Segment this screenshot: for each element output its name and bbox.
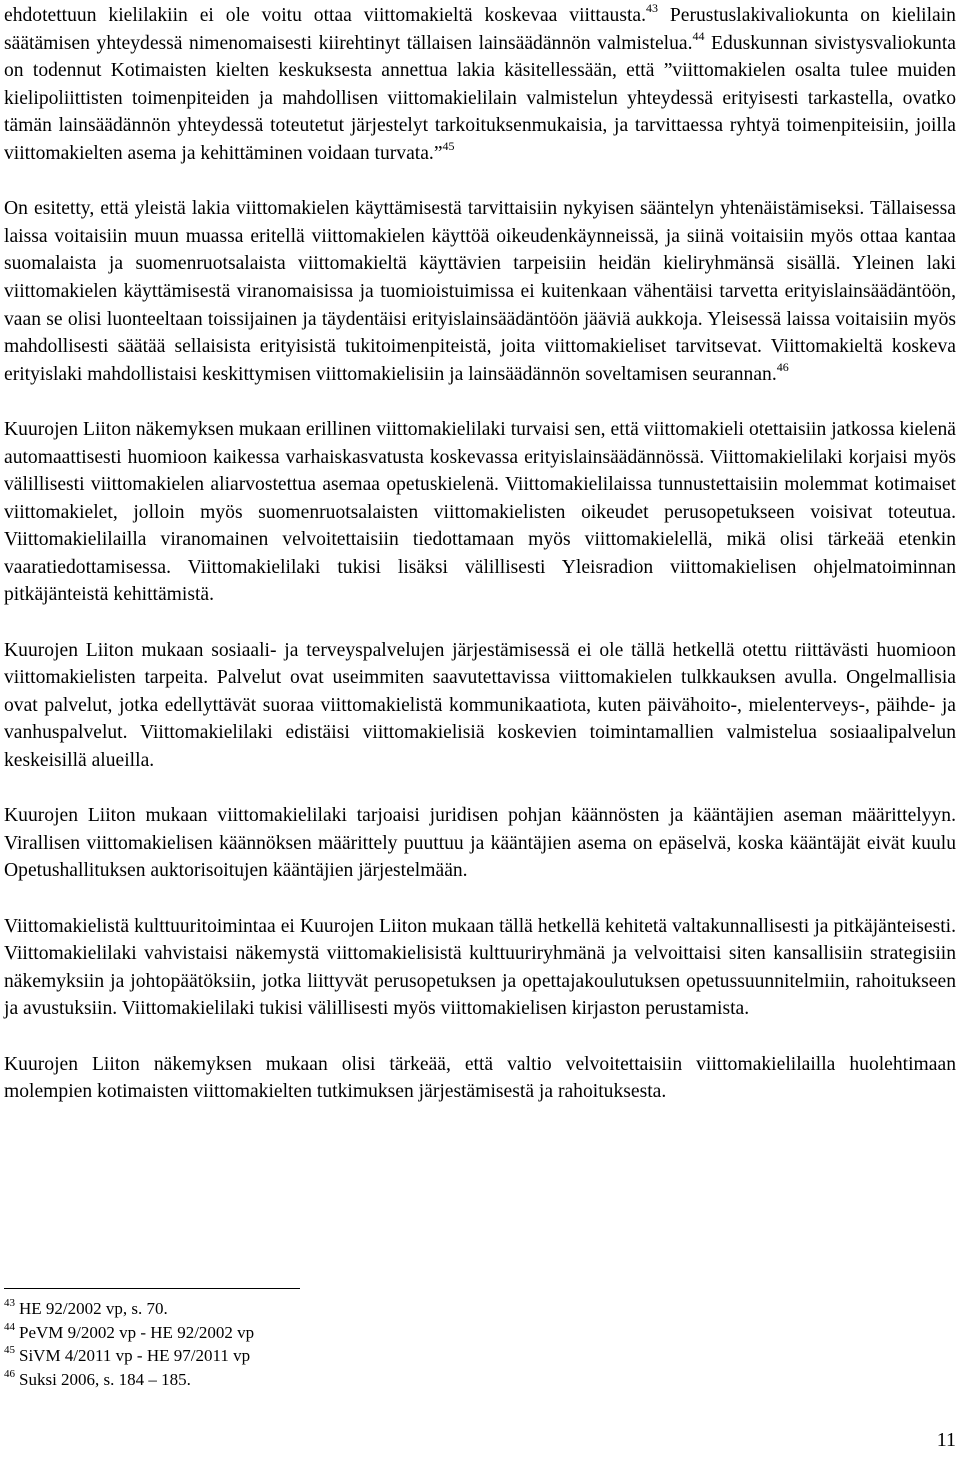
paragraph <box>4 416 956 609</box>
paragraph-text: Kuurojen Liiton mukaan sosiaali- ja terveyspalvelujen järjestämisessä ei ole tällä hetkellä otettu riittävästi huomioon viittomakielisten tarpeita. Palvelut ovat useimmiten saavutettavissa viittomakielen tulkkauksen avulla. Ongelmallisia ovat palvelut, jotka edellyttävät suoraa viittomakielistä kommunikaatiota, kuten päivähoito-, mielenterveys-, päihde- ja vanhuspalvelut. Viittomakielilaki edistäisi viittomakielisiä koskevien toimintamallien valmistelua sosiaalipalvelun keskeisillä alueilla. <box>4 639 956 772</box>
paragraph <box>4 802 956 885</box>
paragraph-text: Kuurojen Liiton mukaan viittomakielilaki tarjoaisi juridisen pohjan käännösten ja kääntäjien aseman määrittelyyn. Virallisen viittomakielisen käännöksen määrittely puuttuu ja kääntäjien asema on epäselvä, koska kääntäjät eivät kuulu Opetushallituksen auktorisoitujen kääntäjien järjestelmään. <box>4 805 956 882</box>
body-text <box>4 2 956 1133</box>
paragraph-text: Viittomakielistä kulttuuritoimintaa ei Kuurojen Liiton mukaan tällä hetkellä kehitetä valtakunnallisesti ja pitkäjänteisesti. Viittomakielilaki vahvistaisi näkemystä viittomakielisistä kulttuuriryhmänä ja velvoittaisi siten kansallisiin strategisiin näkemyksiin ja johtopäätöksiin, jotka liittyvät perusopetuksen ja opettajakoulutuksen opetussuunnitelmiin, rahoitukseen ja avustuksiin. Viittomakielilaki tukisi välillisesti myös viittomakielisen kirjaston perustamista. <box>4 915 956 1020</box>
paragraph-text: Perustuslakivaliokunta on kielilain säätämisen yhteydessä nimenomaisesti kiirehtinyt tällaisen lainsäädännön valmistelua. <box>4 5 956 54</box>
footnotes <box>4 1297 604 1391</box>
footnote-reference: 43 <box>646 1 658 16</box>
footnote-text: PeVM 9/2002 vp - HE 92/2002 vp <box>19 1322 255 1342</box>
page-number: 11 <box>936 1429 956 1451</box>
paragraph-text: Kuurojen Liiton näkemyksen mukaan olisi tärkeää, että valtio velvoitettaisiin viittomakielilailla huolehtimaan molempien kotimaisten viittomakielten tutkimuksen järjestämisestä ja rahoituksesta. <box>4 1053 956 1103</box>
footnote-text: SiVM 4/2011 vp - HE 97/2011 vp <box>19 1346 251 1365</box>
paragraph <box>4 1051 956 1106</box>
footnote-number: 45 <box>4 1344 15 1357</box>
paragraph <box>4 195 956 388</box>
footnote-text: HE 92/2002 vp, s. 70. <box>19 1299 168 1318</box>
footnote <box>4 1344 604 1368</box>
footnote-divider <box>4 1288 300 1289</box>
footnote <box>4 1368 604 1392</box>
footnote-reference: 45 <box>442 139 455 154</box>
paragraph-text: Eduskunnan sivistysvaliokunta on todennut Kotimaisten kielten keskuksesta annettua lakia käsitellessään, että ”viittomakielen osalta tulee muiden kielipoliittisten toimenpiteiden ja mahdollisen viittomakielilain valmistelun yhteydessä erityisesti tarkastella, ovatko tämän lainsäädännön yhteydessä toteutetut järjestelyt tarkoituksenmukaisia, ja tarvittaessa ryhtyä toimenpiteisiin, joilla viittomakielten asema ja kehittäminen voidaan turvata.” <box>4 32 956 164</box>
paragraph-text: Kuurojen Liiton näkemyksen mukaan erillinen viittomakielilaki turvaisi sen, että viittomakieli otettaisiin jatkossa kielenä automaattisesti huomioon kaikessa varhaiskasvatusta koskevassa erityislainsäädännössä. Viittomakielilaki korjaisi myös välillisesti viittomakielen aliarvostettua asemaa opetuskielenä. Viittomakielilaissa tunnustettaisiin molemmat kotimaiset viittomakielet, jolloin myös suomenruotsalaisten viittomakielisten oikeudet perusopetukseen voisivat toteutua. Viittomakielilailla viranomainen velvoitettaisiin tiedottamaan myös viittomakielellä, mikä olisi tärkeää etenkin vaaratiedottamisessa. Viittomakielilaki tukisi lisäksi välillisesti Yleisradion viittomakielisen ohjelmatoiminnan pitkäjänteistä kehittämistä. <box>4 418 956 606</box>
footnote <box>4 1321 604 1345</box>
paragraph <box>4 913 956 1023</box>
footnote-text: Suksi 2006, s. 184 – 185. <box>19 1369 191 1389</box>
footnote-reference: 44 <box>692 29 705 44</box>
footnote <box>4 1297 604 1321</box>
paragraph <box>4 637 956 775</box>
footnote-reference: 46 <box>776 360 789 375</box>
footnote-number: 43 <box>4 1297 15 1310</box>
paragraph-text: On esitetty, että yleistä lakia viittomakielen käyttämisestä tarvittaisiin nykyisen sääntelyn yhtenäistämiseksi. Tällaisessa laissa voitaisiin muun muassa eritellä viittomakielen käyttöä oikeudenkäynneissä, ja siinä voitaisiin myös ottaa kantaa suomalaista ja suomenruotsalaista viittomakieltä käyttävien tarpeisiin heidän kieliryhmänsä sisällä. Yleinen laki viittomakielen käyttämisestä viranomaisissa ja tuomioistuimissa ei kuitenkaan vähentäisi tarvetta erityislainsäädäntöön, vaan se olisi luonteeltaan toissijainen ja täydentäisi erityislainsäädäntöön jääviä aukkoja. Yleisessä laissa voitaisiin myös mahdollisesti säätää sellaisista erityisistä tukitoimenpiteistä, joita viittomakieliset tarvitsevat. Viittomakieltä koskeva erityislaki mahdollistaisi keskittymisen viittomakielisiin ja lainsäädännön soveltamisen seurannan. <box>4 198 956 385</box>
footnote-number: 46 <box>4 1367 15 1380</box>
paragraph-text: ehdotettuun kielilakiin ei ole voitu ottaa viittomakieltä koskevaa viittausta. <box>4 5 646 26</box>
paragraph <box>4 2 956 168</box>
footnote-number: 44 <box>4 1320 15 1333</box>
